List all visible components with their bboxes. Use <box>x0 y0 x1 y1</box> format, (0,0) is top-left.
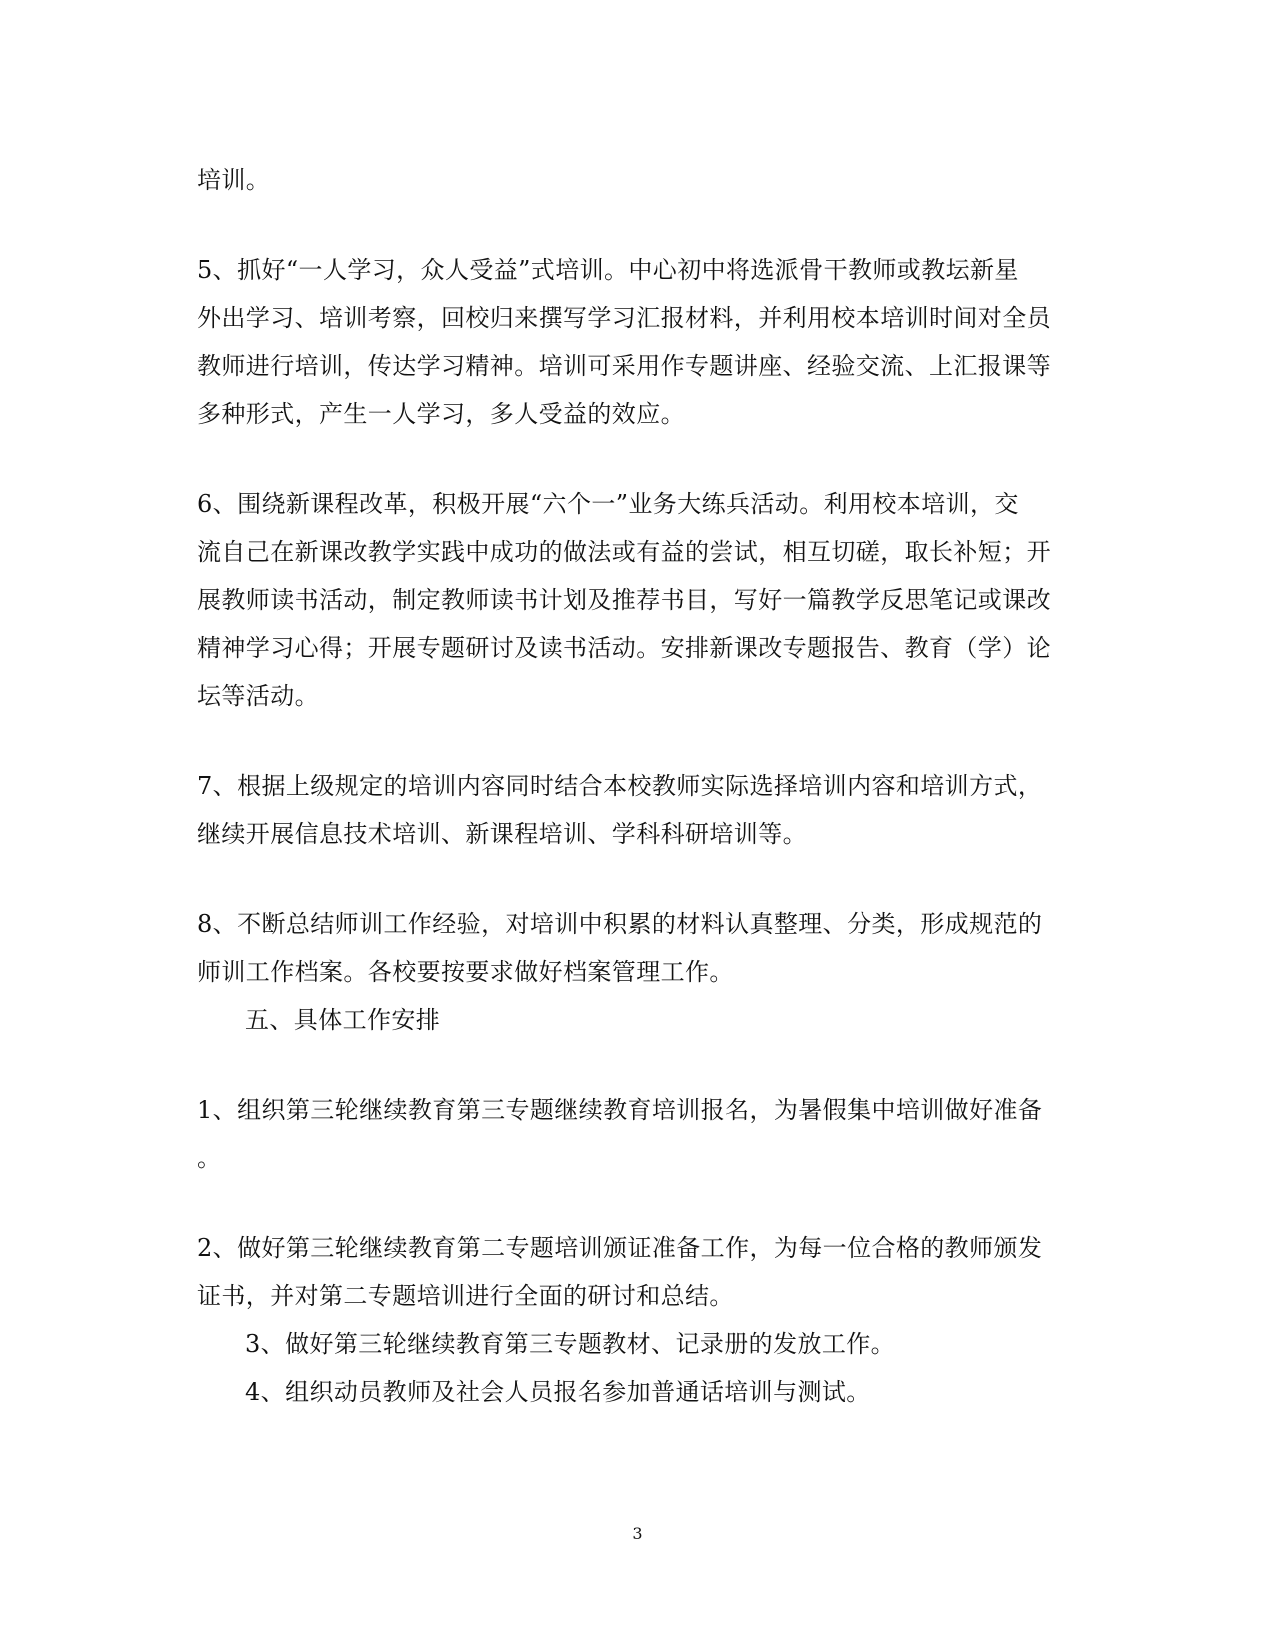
text-line: 2、做好第三轮继续教育第二专题培训颁证准备工作，为每一位合格的教师颁发 <box>197 1234 1043 1262</box>
text-line: 流自己在新课改教学实践中成功的做法或有益的尝试，相互切磋，取长补短；开 <box>197 538 1051 566</box>
section-heading: 五、具体工作安排 <box>245 1006 441 1034</box>
text-line: 师训工作档案。各校要按要求做好档案管理工作。 <box>197 958 734 986</box>
text-line: 教师进行培训，传达学习精神。培训可采用作专题讲座、经验交流、上汇报课等 <box>197 352 1051 380</box>
text-line: 外出学习、培训考察，回校归来撰写学习汇报材料，并利用校本培训时间对全员 <box>197 304 1051 332</box>
text-line: 培训。 <box>197 166 271 194</box>
text-line: 继续开展信息技术培训、新课程培训、学科科研培训等。 <box>197 820 807 848</box>
text-line: 坛等活动。 <box>197 682 319 710</box>
text-line: 证书，并对第二专题培训进行全面的研讨和总结。 <box>197 1282 734 1310</box>
text-line: 5、抓好“一人学习，众人受益”式培训。中心初中将选派骨干教师或教坛新星 <box>197 256 1019 284</box>
text-line: 展教师读书活动，制定教师读书计划及推荐书目，写好一篇教学反思笔记或课改 <box>197 586 1051 614</box>
text-line: 精神学习心得；开展专题研讨及读书活动。安排新课改专题报告、教育（学）论 <box>197 634 1051 662</box>
text-line: 3、做好第三轮继续教育第三专题教材、记录册的发放工作。 <box>245 1330 896 1358</box>
text-line: 多种形式，产生一人学习，多人受益的效应。 <box>197 400 685 428</box>
text-line: 4、组织动员教师及社会人员报名参加普通话培训与测试。 <box>245 1378 871 1406</box>
text-line: 6、围绕新课程改革，积极开展“六个一”业务大练兵活动。利用校本培训，交 <box>197 490 1019 518</box>
text-line: 8、不断总结师训工作经验，对培训中积累的材料认真整理、分类，形成规范的 <box>197 910 1043 938</box>
text-line: 1、组织第三轮继续教育第三专题继续教育培训报名，为暑假集中培训做好准备 <box>197 1096 1043 1124</box>
page-number: 3 <box>632 1524 643 1543</box>
text-line: 7、根据上级规定的培训内容同时结合本校教师实际选择培训内容和培训方式， <box>197 772 1043 800</box>
text-line: 。 <box>197 1144 222 1172</box>
